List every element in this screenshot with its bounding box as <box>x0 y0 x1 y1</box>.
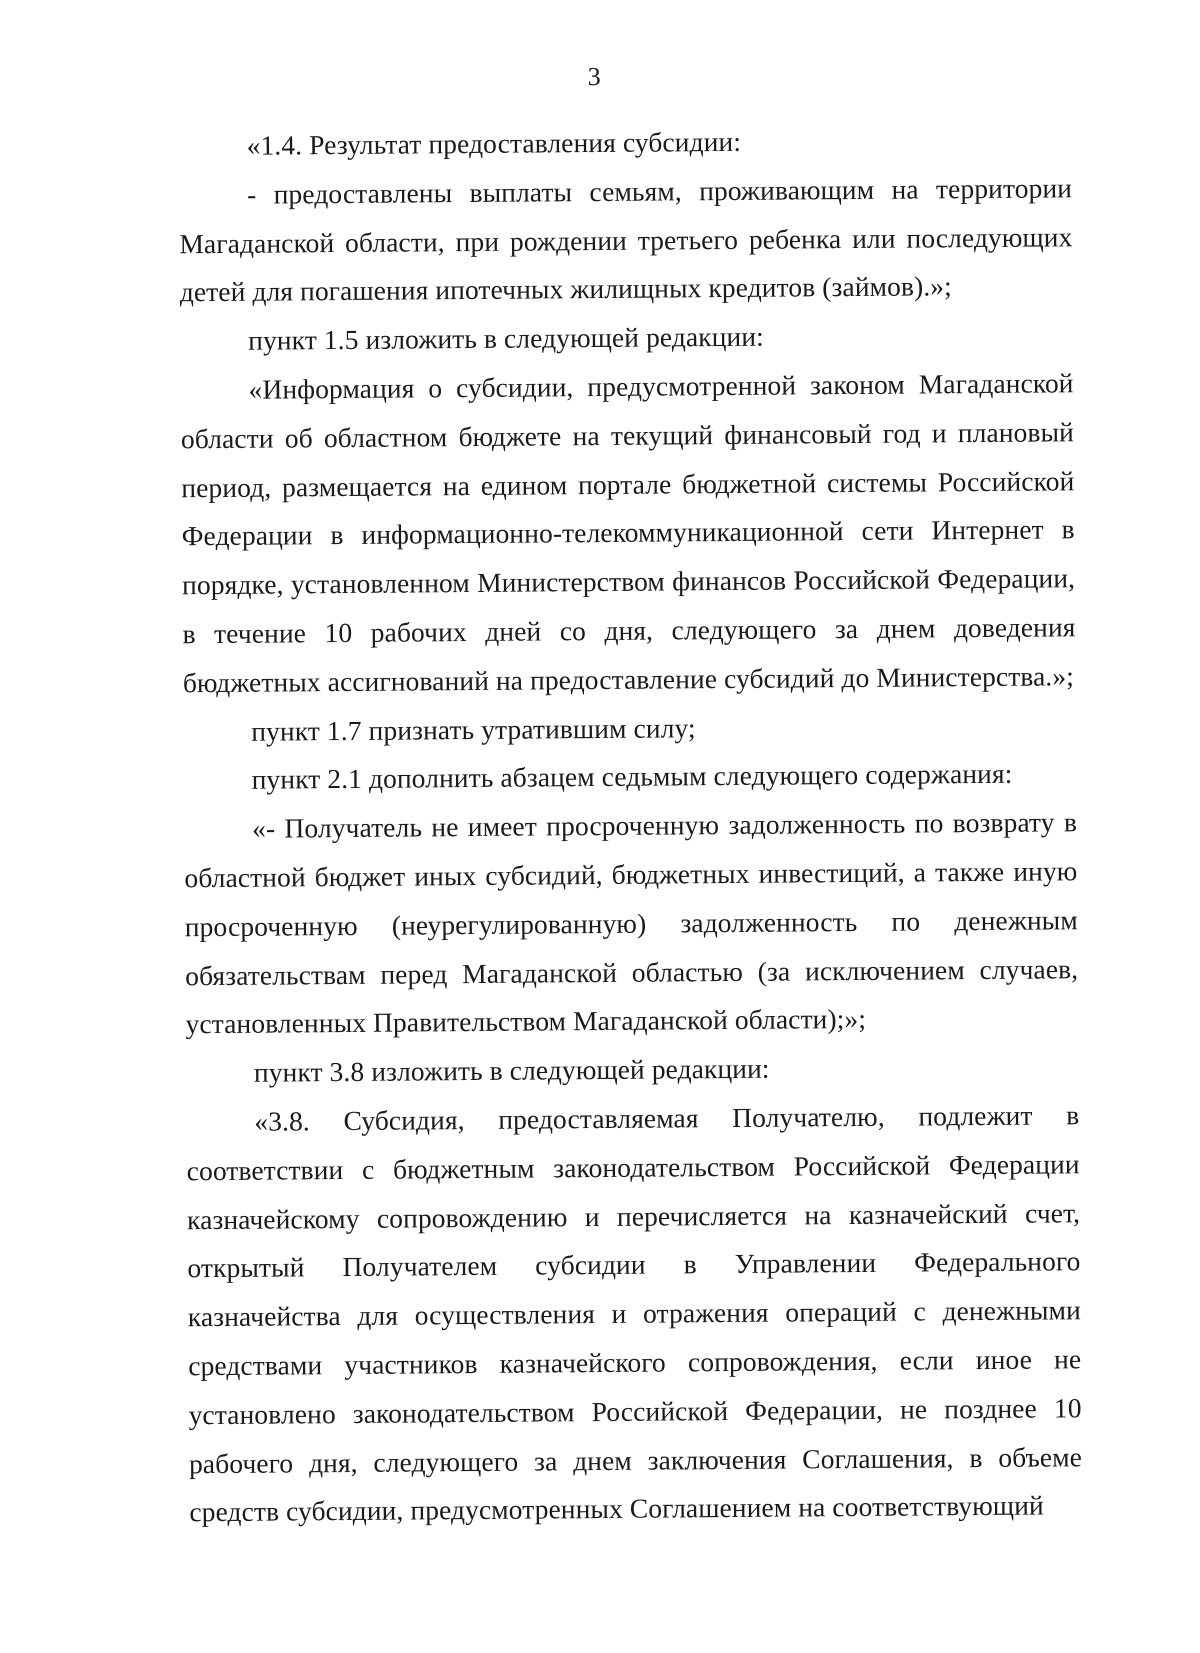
paragraph-clause-3-8-intro: пункт 3.8 изложить в следующей редакции: <box>253 1052 770 1088</box>
paragraph-clause-1-7: пункт 1.7 признать утратившим силу; <box>251 711 696 747</box>
paragraph-clause-1-5-intro: пункт 1.5 изложить в следующей редакции: <box>248 320 764 356</box>
paragraph-clause-2-1-intro: пункт 2.1 дополнить абзацем седьмым следующего содержания: <box>251 758 1013 796</box>
paragraph-result-item: - предоставлены выплаты семьям, проживающим на территории Магаданской области, при рождении третьего ребенка или последующих детей для погашения ипотечных жилищных кредитов (займов).»; <box>179 172 1073 308</box>
paragraph-clause-2-1-text: «- Получатель не имеет просроченную задолженность по возврату в областной бюджет иных субсидий, бюджетных инвестиций, а также иную просроченную (неурегулированную) задолженность по денежным обязательствам перед Магаданской областью (за исключением случаев, установленных Правительством Магаданской области);»; <box>184 806 1079 1040</box>
paragraph-result-heading: «1.4. Результат предоставления субсидии: <box>246 125 742 161</box>
page-number: 3 <box>587 61 601 92</box>
document-body <box>178 115 1082 1537</box>
paragraph-clause-3-8-text: «3.8. Субсидия, предоставляемая Получателю, подлежит в соответствии с бюджетным законодательством Российской Федерации казначейскому сопровождению и перечисляется на казначейский счет, открытый Получателем субсидии в Управлении Федерального казначейства для осуществления и отражения операций с денежными средствами участников казначейского сопровождения, если иное не установлено законодательством Российской Федерации, не позднее 10 рабочего дня, следующего за днем заключения Соглашения, в объеме средств субсидии, предусмотренных Соглашением на соответствующий <box>186 1099 1083 1528</box>
paragraph-clause-1-5-text: «Информация о субсидии, предусмотренной законом Магаданской области об областном бюджете на текущий финансовый год и плановый период, размещается на едином портале бюджетной системы Российской Федерации в информационно-телекоммуникационной сети Интернет в порядке, установленном Министерством финансов Российской Федерации, в течение 10 рабочих дней со дня, следующего за днем доведения бюджетных ассигнований на предоставление субсидий до Министерства.»; <box>180 367 1076 699</box>
